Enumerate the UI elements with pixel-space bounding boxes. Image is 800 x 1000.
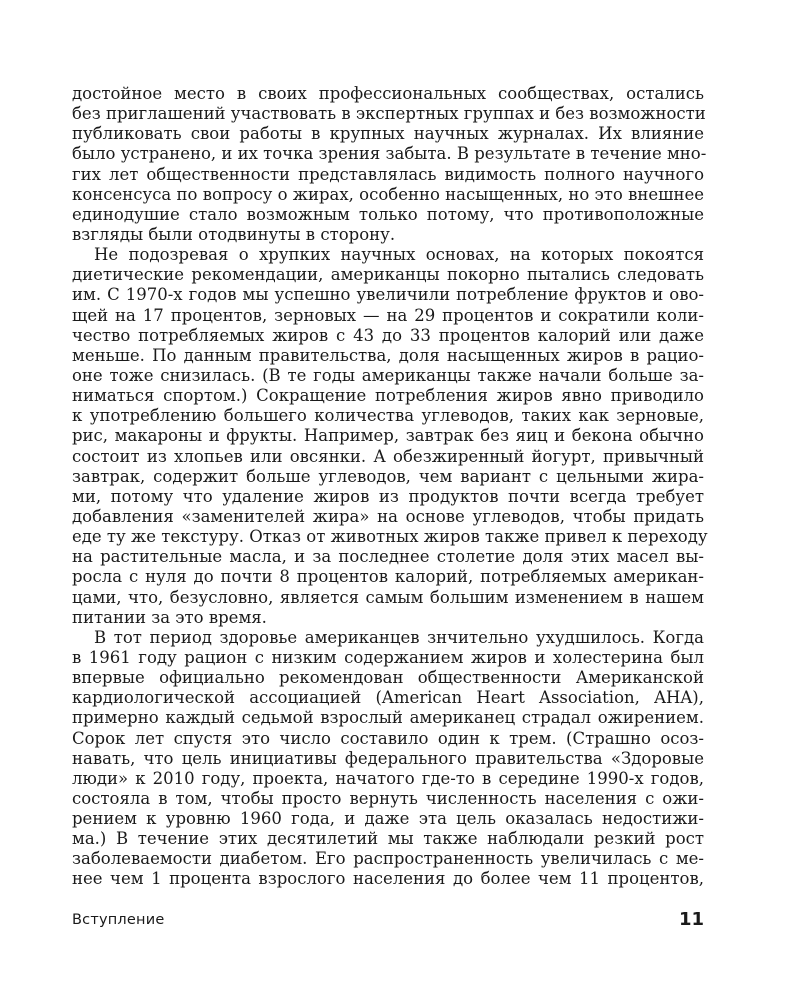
text-line: гих лет общественности представлялась видимость полного научного (72, 164, 704, 184)
text-line: еде ту же текстуру. Отказ от животных жиров также привел к переходу (72, 527, 708, 547)
text-line: В тот период здоровье американцев знчительно ухудшилось. Когда (94, 627, 704, 647)
page-number: 11 (678, 909, 704, 930)
text-line: ми, потому что удаление жиров из продуктов почти всегда требует (72, 486, 704, 506)
text-line: оне тоже снизилась. (В те годы американцы также начали больше за- (72, 365, 704, 385)
text-line: питании за это время. (72, 607, 267, 627)
text-line: навать, что цель инициативы федерального правительства «Здоровые (72, 748, 704, 768)
text-line: добавления «заменителей жира» на основе углеводов, чтобы придать (72, 506, 704, 526)
text-line: меньше. По данным правительства, доля насыщенных жиров в рацио- (72, 345, 704, 365)
body-text (72, 84, 708, 890)
text-line: щей на 17 процентов, зерновых — на 29 процентов и сократили коли- (72, 305, 704, 325)
text-line: на растительные масла, и за последнее столетие доля этих масел вы- (72, 547, 704, 567)
text-line: им. С 1970-х годов мы успешно увеличили потребление фруктов и ово- (72, 285, 704, 305)
text-line: публиковать свои работы в крупных научных журналах. Их влияние (72, 124, 704, 144)
paragraph (72, 245, 708, 628)
running-footer-section: Вступление (72, 912, 165, 928)
text-line: цами, что, безусловно, является самым большим изменением в нашем (72, 587, 704, 607)
text-line: кардиологической ассоциацией (American Heart Association, AHA), (72, 688, 704, 708)
text-line: рис, макароны и фрукты. Например, завтрак без яиц и бекона обычно (72, 426, 704, 446)
text-line: единодушие стало возможным только потому, что противоположные (72, 204, 704, 224)
text-line: рением к уровню 1960 года, и даже эта цель оказалась недостижи- (72, 809, 704, 829)
text-line: заболеваемости диабетом. Его распространенность увеличилась с ме- (72, 849, 704, 869)
text-line: чество потребляемых жиров с 43 до 33 процентов калорий или даже (72, 325, 704, 345)
text-line: состояла в том, чтобы просто вернуть численность населения с ожи- (72, 788, 704, 808)
text-line: Не подозревая о хрупких научных основах, на которых покоятся (94, 245, 704, 265)
paragraph (72, 628, 704, 890)
text-line: росла с нуля до почти 8 процентов калорий, потребляемых американ- (72, 567, 704, 587)
text-line: примерно каждый седьмой взрослый американец страдал ожирением. (72, 708, 704, 728)
text-line: ма.) В течение этих десятилетий мы также наблюдали резкий рост (72, 829, 704, 849)
paragraph (72, 84, 707, 245)
text-line: Сорок лет спустя это число составило один к трем. (Страшно осоз- (72, 728, 704, 748)
text-line: завтрак, содержит больше углеводов, чем вариант с цельными жира- (72, 466, 704, 486)
text-line: диетические рекомендации, американцы покорно пытались следовать (72, 265, 704, 285)
text-line: нее чем 1 процента взрослого населения до более чем 11 процентов, (72, 869, 704, 889)
text-line: в 1961 году рацион с низким содержанием жиров и холестерина был (72, 647, 704, 667)
text-line: консенсуса по вопросу о жирах, особенно насыщенных, но это внешнее (72, 184, 705, 204)
text-line: ниматься спортом.) Сокращение потребления жиров явно приводило (72, 386, 704, 406)
text-line: состоит из хлопьев или овсянки. А обезжиренный йогурт, привычный (72, 446, 704, 466)
text-line: люди» к 2010 году, проекта, начатого где-то в середине 1990-х годов, (72, 768, 704, 788)
text-line: взгляды были отодвинуты в сторону. (72, 224, 396, 244)
text-line: без приглашений участвовать в экспертных группах и без возможности (72, 104, 706, 124)
text-line: достойное место в своих профессиональных сообществах, остались (72, 84, 704, 103)
text-line: к употреблению большего количества углеводов, таких как зерновые, (72, 406, 704, 426)
text-line: было устранено, и их точка зрения забыта. В результате в течение мно- (72, 144, 707, 164)
text-line: впервые официально рекомендован общественности Американской (72, 668, 704, 688)
